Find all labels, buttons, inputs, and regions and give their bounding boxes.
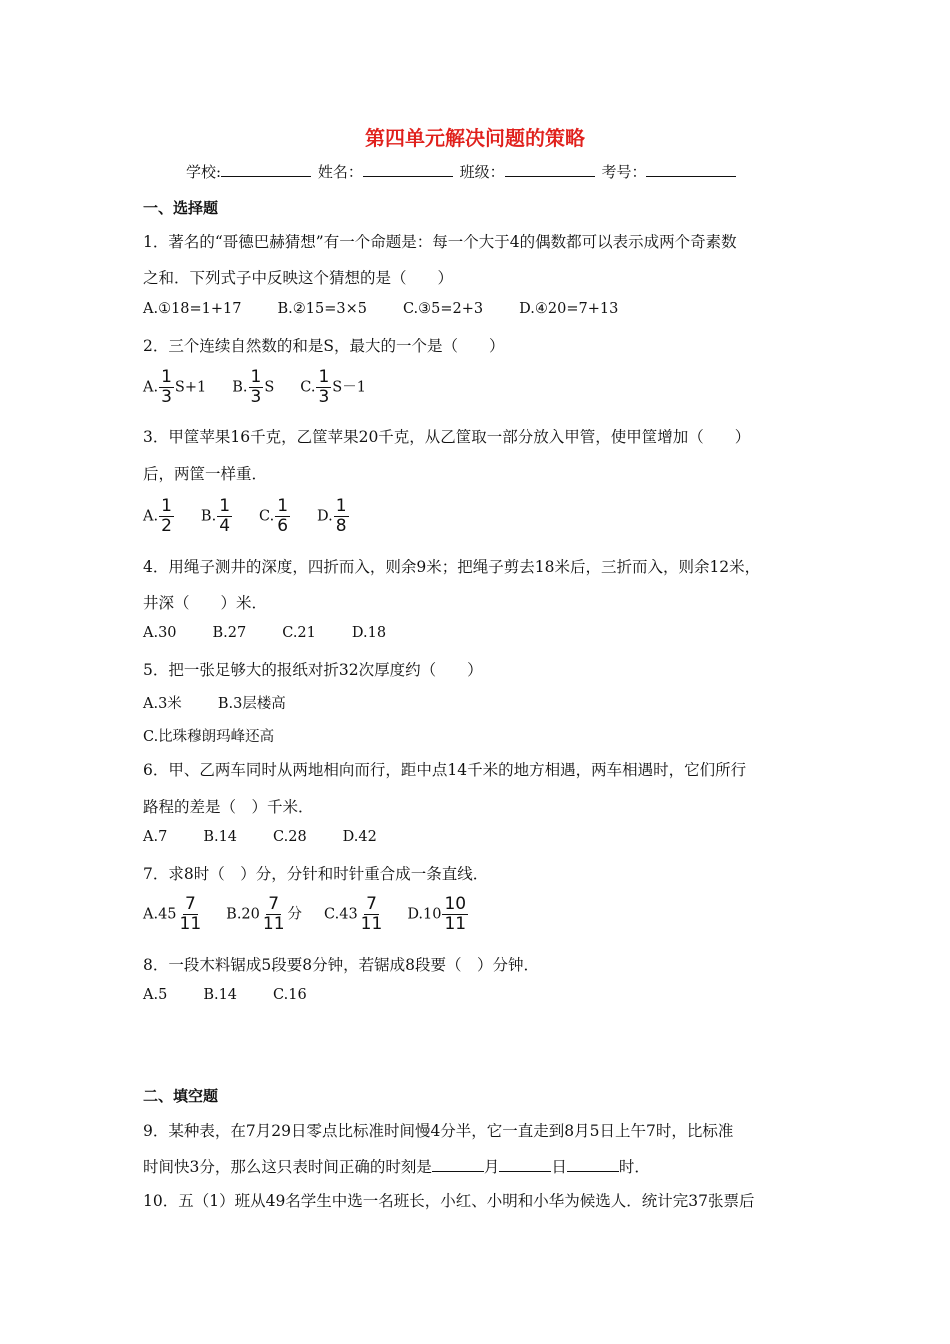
option-a[interactable]: A.①18=1+17 bbox=[143, 301, 242, 317]
question-6-line-2: 路程的差是（ ）千米． bbox=[143, 798, 314, 816]
fraction: $\frac{1}{2}$ bbox=[161, 496, 172, 536]
option-c[interactable]: C.16 bbox=[273, 987, 307, 1003]
question-6-line-1: 6．甲、乙两车同时从两地相向而行，距中点14千米的地方相遇，两车相遇时，它们所行 bbox=[143, 761, 747, 779]
option-b[interactable]: B.14 bbox=[203, 829, 238, 845]
fraction: $\frac{7}{11}$ bbox=[262, 894, 285, 934]
question-5-options bbox=[143, 692, 322, 713]
class-field[interactable] bbox=[505, 162, 595, 177]
question-6-options bbox=[143, 829, 413, 845]
option-d[interactable]: D.④20=7+13 bbox=[519, 301, 619, 317]
question-1-options bbox=[143, 301, 654, 317]
question-9-line-2: 时间快3分，那么这只表时间正确的时刻是 月 日 时． bbox=[143, 1158, 650, 1176]
fraction: $\frac{1}{6}$ bbox=[277, 496, 289, 536]
question-8-line-1: 8．一段木料锯成5段要8分钟，若锯成8段要（ ）分钟． bbox=[143, 956, 539, 974]
section-heading-fill-in: 二、填空题 bbox=[143, 1087, 219, 1105]
fraction: $\frac{1}{3}$ bbox=[318, 367, 330, 407]
question-4-options bbox=[143, 625, 422, 641]
option-b[interactable]: B.20 $\frac{7}{11}$ 分 bbox=[226, 894, 303, 934]
question-8-options bbox=[143, 987, 343, 1003]
option-c[interactable]: C.43 $\frac{7}{11}$ bbox=[324, 894, 383, 934]
option-a[interactable]: A.5 bbox=[143, 987, 168, 1003]
fraction: $\frac{7}{11}$ bbox=[179, 894, 202, 934]
school-field[interactable] bbox=[221, 162, 311, 177]
question-10-line-1: 10．五（1）班从49名学生中选一名班长，小红、小明和小华为候选人．统计完37张票后 bbox=[143, 1192, 755, 1210]
option-d[interactable]: D.10 $\frac{10}{11}$ bbox=[407, 894, 467, 934]
option-c[interactable]: C.③5=2+3 bbox=[402, 301, 484, 317]
question-2-line-1: 2．三个连续自然数的和是S，最大的一个是（ ） bbox=[143, 337, 505, 355]
section-heading-choice: 一、选择题 bbox=[143, 199, 219, 217]
option-c[interactable]: C. $\frac{1}{3}$ S－1 bbox=[300, 367, 366, 407]
school-label: 学校: bbox=[186, 163, 222, 181]
option-c[interactable]: C.28 bbox=[273, 829, 307, 845]
question-9-line-1: 9．某种表，在7月29日零点比标准时间慢4分半，它一直走到8月5日上午7时，比标准 bbox=[143, 1122, 734, 1140]
option-b[interactable]: B.14 bbox=[203, 987, 238, 1003]
question-3-line-1: 3．甲筐苹果16千克，乙筐苹果20千克，从乙筐取一部分放入甲管，使甲筐增加（ ） bbox=[143, 428, 751, 446]
question-4-line-2: 井深（ ）米． bbox=[143, 594, 268, 612]
question-5-line-1: 5．把一张足够大的报纸对折32次厚度约（ ） bbox=[143, 661, 483, 679]
day-blank[interactable] bbox=[499, 1157, 551, 1172]
name-label: 姓名： bbox=[317, 163, 363, 181]
question-7-options bbox=[143, 895, 505, 934]
option-c[interactable]: C.21 bbox=[282, 625, 316, 641]
fraction: $\frac{1}{3}$ bbox=[250, 367, 262, 407]
question-1-line-1: 1．著名的“哥德巴赫猜想”有一个命题是：每一个大于4的偶数都可以表示成两个奇素数 bbox=[143, 233, 737, 251]
option-a[interactable]: A.30 bbox=[143, 625, 177, 641]
option-a[interactable]: A.45 $\frac{7}{11}$ bbox=[143, 894, 202, 934]
option-a[interactable]: A. $\frac{1}{2}$ bbox=[143, 496, 172, 536]
option-b[interactable]: B. $\frac{1}{3}$ S bbox=[232, 367, 275, 407]
fraction: $\frac{1}{3}$ bbox=[161, 367, 172, 407]
option-d[interactable]: D.42 bbox=[342, 829, 377, 845]
option-a[interactable]: A.7 bbox=[143, 829, 168, 845]
hour-blank[interactable] bbox=[567, 1157, 619, 1172]
student-info-line bbox=[186, 161, 738, 182]
fraction: $\frac{10}{11}$ bbox=[444, 894, 467, 934]
option-a[interactable]: A. $\frac{1}{3}$ S+1 bbox=[143, 367, 207, 407]
question-3-line-2: 后，两筐一样重． bbox=[143, 465, 268, 483]
option-c[interactable]: C. $\frac{1}{6}$ bbox=[259, 496, 289, 536]
fraction: $\frac{7}{11}$ bbox=[360, 894, 383, 934]
option-d[interactable]: D. $\frac{1}{8}$ bbox=[317, 496, 347, 536]
option-b[interactable]: B.3层楼高 bbox=[217, 696, 286, 712]
question-2-options bbox=[143, 368, 402, 407]
question-3-options bbox=[143, 497, 386, 536]
fraction: $\frac{1}{4}$ bbox=[219, 496, 231, 536]
option-c[interactable]: C.比珠穆朗玛峰还高 bbox=[143, 729, 275, 745]
name-field[interactable] bbox=[363, 162, 453, 177]
class-label: 班级： bbox=[459, 163, 505, 181]
option-b[interactable]: B.27 bbox=[212, 625, 247, 641]
exam-number-label: 考号： bbox=[601, 163, 647, 181]
option-a[interactable]: A.3米 bbox=[143, 696, 182, 712]
exam-number-field[interactable] bbox=[646, 162, 736, 177]
month-blank[interactable] bbox=[432, 1157, 484, 1172]
question-7-line-1: 7．求8时（ ）分，分针和时针重合成一条直线． bbox=[143, 865, 489, 883]
question-4-line-1: 4．用绳子测井的深度，四折而入，则余9米；把绳子剪去18米后，三折而入，则余12米， bbox=[143, 558, 761, 576]
fraction: $\frac{1}{8}$ bbox=[335, 496, 347, 536]
page-title: 第四单元解决问题的策略 bbox=[365, 126, 585, 150]
option-b[interactable]: B.②15=3×5 bbox=[277, 301, 367, 317]
option-d[interactable]: D.18 bbox=[351, 625, 387, 641]
option-b[interactable]: B. $\frac{1}{4}$ bbox=[200, 496, 231, 536]
question-1-line-2: 之和．下列式子中反映这个猜想的是（ ） bbox=[143, 269, 454, 287]
